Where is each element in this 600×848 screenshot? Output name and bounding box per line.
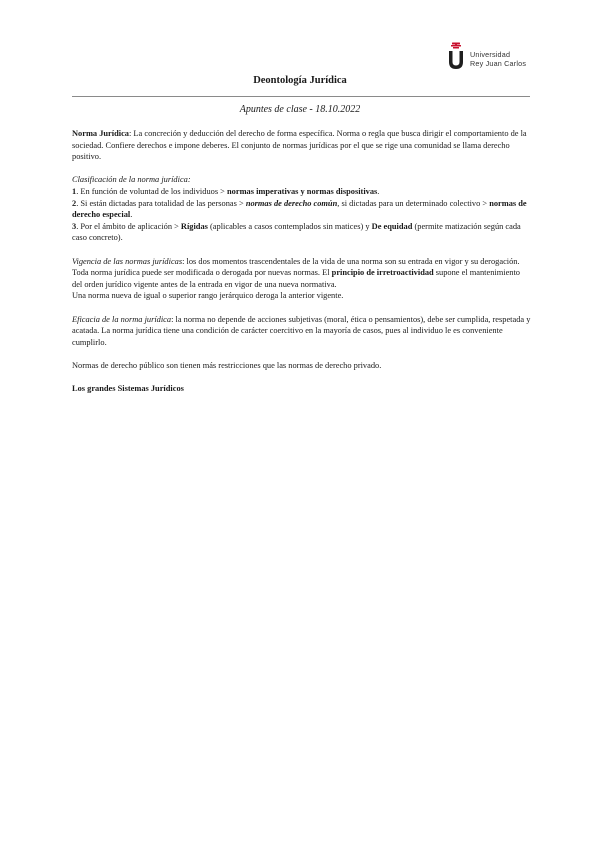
logo-line-1: Universidad: [470, 50, 511, 59]
vigencia-text-2: supone el mantenimiento del orden jurídico vigente antes de la entrada en vigor de una nueva normativa.: [72, 268, 520, 289]
term-irretroactividad: principio de irretroactividad: [331, 268, 434, 278]
item-bold: normas de derecho común: [245, 198, 338, 208]
clasificacion-item-2: [72, 198, 532, 221]
vigencia-text-1: : los dos momentos trascendentales de la vida de una norma son su entrada en vigor y su derogación. Toda norma jurídica puede ser modificada o derogada por nuevas normas. El: [72, 256, 520, 278]
vigencia-line-2: Una norma nueva de igual o superior rango jerárquico deroga la anterior vigente.: [72, 291, 344, 301]
item-number: 1: [72, 186, 77, 196]
item-number: 2: [72, 198, 77, 208]
item-text: . Por el ámbito de aplicación >: [76, 221, 181, 231]
item-mid: , si dictadas para un determinado colectivo >: [337, 198, 490, 208]
paragraph-vigencia: [72, 256, 532, 291]
clasificacion-item-1: [72, 186, 532, 198]
item-mid: (aplicables a casos contemplados sin matices) y: [207, 221, 372, 231]
title-divider: [72, 96, 530, 97]
document-subtitle: Apuntes de clase - 18.10.2022: [239, 104, 361, 115]
clasificacion-item-3: [72, 221, 532, 244]
item-text: . Si están dictadas para totalidad de las personas >: [76, 198, 246, 208]
logo-line-2: Rey Juan Carlos: [470, 58, 527, 68]
crown-u-logo-icon: [446, 42, 466, 70]
university-logo: [446, 42, 536, 72]
norma-definition: : La concreción y deducción del derecho de forma específica. Norma o regla que busca dirigir el comportamiento de la sociedad. Confiere derechos e impone deberes. El conjunto de normas jurídicas por el que se rige una comunidad se llama derecho positivo.: [72, 129, 527, 162]
item-bold: Rígidas: [180, 221, 208, 231]
item-end: (permite matización según cada caso concreto).: [72, 221, 521, 243]
document-title: Deontología Jurídica: [253, 75, 347, 86]
heading-sistemas-juridicos: Los grandes Sistemas Jurídicos: [72, 384, 184, 394]
item-end: .: [130, 210, 133, 220]
term-vigencia: Vigencia de las normas jurídicas: [72, 256, 183, 266]
item-bold: De equidad: [371, 221, 413, 231]
item-number: 3: [72, 221, 77, 231]
item-end: .: [377, 186, 380, 196]
term-eficacia: Eficacia de la norma jurídica: [72, 314, 172, 324]
eficacia-text: : la norma no depende de acciones subjetivas (moral, ética o pensamientos), debe ser cumplida, respetada y acatada. La norma jurídica tiene una condición de carácter coercitivo en la mayoría de casos, pues al individuo le es conveniente cumplirlo.: [72, 314, 531, 347]
item-bold: normas de derecho especial: [72, 198, 527, 220]
item-bold: normas imperativas y normas dispositivas: [227, 186, 378, 196]
paragraph-norma-juridica: [72, 128, 532, 163]
paragraph-eficacia: [72, 314, 532, 349]
document-body: [72, 128, 532, 395]
paragraph-derecho-publico: Normas de derecho público son tienen más restricciones que las normas de derecho privado.: [72, 360, 382, 370]
heading-clasificacion: Clasificación de la norma jurídica:: [72, 175, 191, 185]
item-text: . En función de voluntad de los individuos >: [76, 186, 227, 196]
term-norma-juridica: Norma Jurídica: [72, 129, 129, 138]
university-name: [470, 51, 526, 68]
